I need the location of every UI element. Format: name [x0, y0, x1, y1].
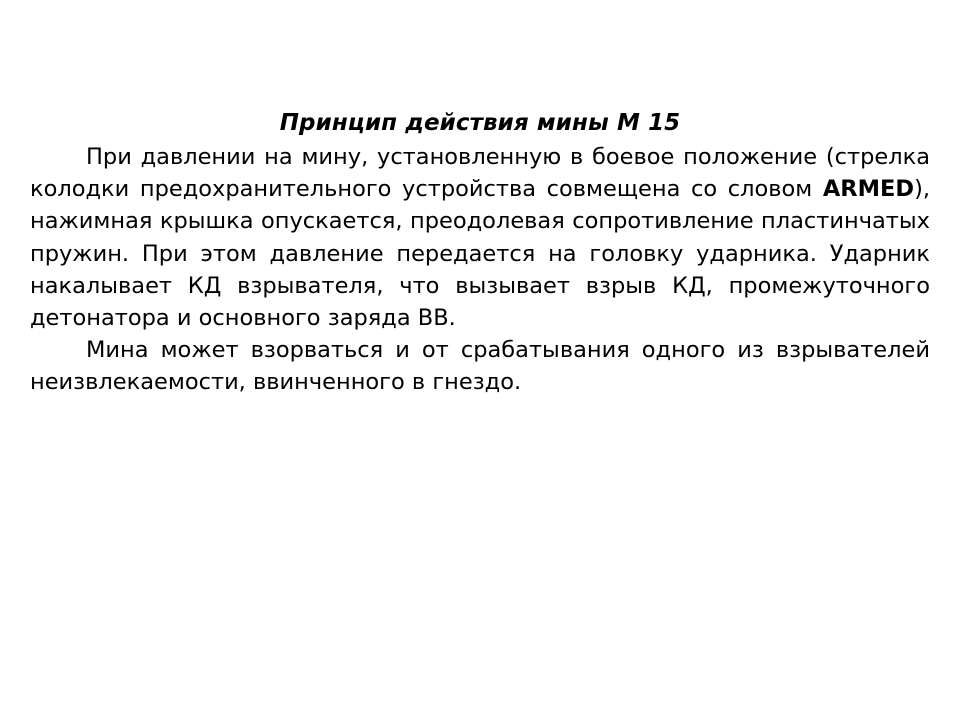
slide-title: Принцип действия мины М 15 — [279, 110, 681, 136]
paragraph-1 — [30, 141, 930, 334]
armed-keyword: ARMED — [822, 176, 915, 203]
paragraph-2: Мина может взорваться и от срабатывания одного из взрывателей неизвлекаемости, ввинченного в гнездо. — [30, 337, 930, 396]
paragraph-1-lead: При давлении на мину, установленную в боевое положение (стрелка колодки предохранительного устройства совмещена со словом — [30, 144, 930, 203]
paragraph-1-tail: ), нажимная крышка опускается, преодолевая сопротивление пластинчатых пружин. При этом давление передается на головку ударника. Ударник накалывает КД взрывателя, что вызывает взрыв КД, промежуточного детонатора и основного заряда ВВ. — [30, 176, 930, 331]
slide-content — [30, 108, 930, 398]
